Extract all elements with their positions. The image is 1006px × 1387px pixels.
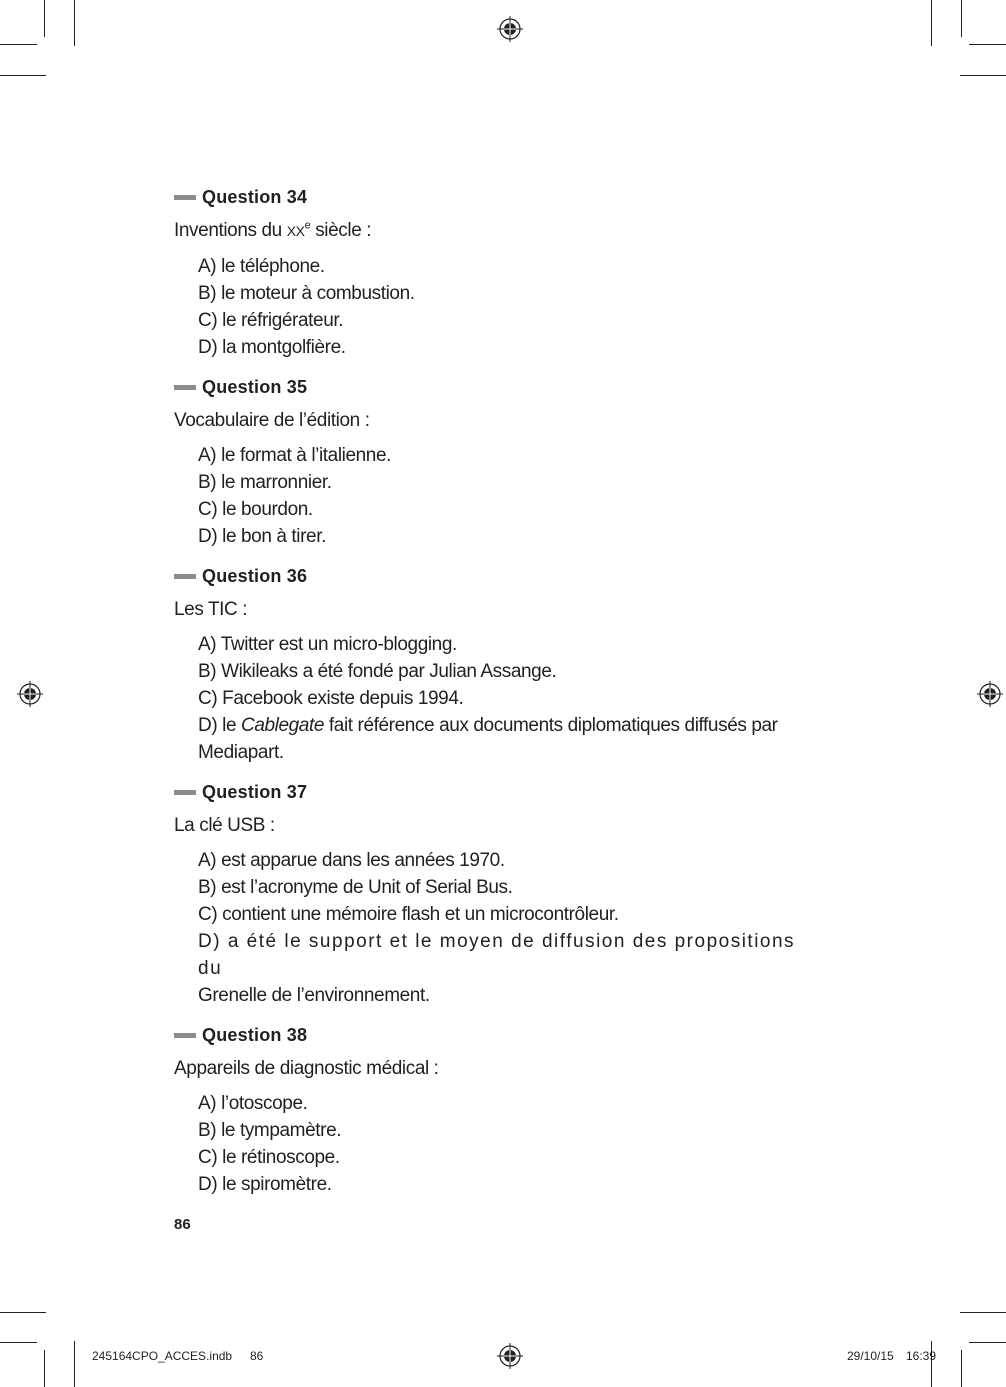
question-prompt [174, 217, 824, 245]
option-c: C) le réfrigérateur. [198, 310, 344, 331]
option-b: B) le marronnier. [198, 472, 332, 493]
question-34 [174, 186, 824, 361]
option-b: B) Wikileaks a été fondé par Julian Assange. [198, 661, 557, 682]
option-list [198, 1090, 824, 1198]
question-header [174, 186, 824, 208]
option-text: D) le [198, 715, 241, 736]
question-35 [174, 376, 824, 550]
crop-mark-bottom-right-h [960, 1312, 1006, 1313]
option-text: fait référence aux documents diplomatiques diffusés par Mediapart. [198, 715, 778, 763]
century-superscript: e [304, 219, 311, 232]
question-36 [174, 565, 824, 766]
option-c: C) Facebook existe depuis 1994. [198, 688, 464, 709]
question-header [174, 565, 824, 587]
crop-mark-bottom-left-inner-v [74, 1341, 75, 1387]
crop-mark-bottom-left-v [44, 1350, 45, 1387]
option-d: D) la montgolfière. [198, 337, 346, 358]
question-37 [174, 781, 824, 1009]
option-a: A) l’otoscope. [198, 1093, 308, 1114]
crop-mark-bottom-right-inner-v [931, 1341, 932, 1387]
question-prompt: La clé USB : [174, 815, 275, 836]
question-prompt: Vocabulaire de l’édition : [174, 410, 370, 431]
crop-mark-bottom-right-v [961, 1350, 962, 1387]
question-38 [174, 1024, 824, 1198]
footer-page: 86 [250, 1349, 264, 1363]
prompt-text: Inventions du [174, 220, 287, 241]
question-header [174, 1024, 824, 1046]
option-b: B) est l’acronyme de Unit of Serial Bus. [198, 877, 513, 898]
option-italic-term: Cablegate [241, 715, 325, 736]
footer-time: 16:39 [906, 1349, 937, 1363]
option-d: D) le bon à tirer. [198, 526, 326, 547]
option-b: B) le tympamètre. [198, 1120, 342, 1141]
registration-mark-bottom-icon [497, 1343, 523, 1369]
question-list [174, 186, 824, 1213]
option-d: D) a été le support et le moyen de diffusion des propositions du [198, 931, 796, 979]
option-c: C) le bourdon. [198, 499, 313, 520]
crop-mark-top-left-v [44, 0, 45, 37]
footer-file-name: 245164CPO_ACCES.indb [92, 1349, 233, 1363]
question-bar-icon [174, 385, 196, 390]
option-a: A) le téléphone. [198, 256, 325, 277]
crop-mark-top-right-h [969, 44, 1006, 45]
page-number: 86 [174, 1216, 191, 1233]
question-header [174, 781, 824, 803]
registration-mark-right-icon [977, 681, 1003, 707]
option-c: C) contient une mémoire flash et un microcontrôleur. [198, 904, 619, 925]
question-title: Question 35 [202, 376, 308, 397]
registration-mark-left-icon [17, 681, 43, 707]
option-list [198, 631, 824, 766]
option-list [198, 442, 824, 550]
century-numeral: XX [286, 223, 305, 239]
option-b: B) le moteur à combustion. [198, 283, 415, 304]
question-title: Question 37 [202, 781, 308, 802]
crop-mark-top-right-inner-v [931, 0, 932, 46]
question-title: Question 36 [202, 565, 308, 586]
crop-mark-top-right-v [961, 0, 962, 37]
footer-date: 29/10/15 [847, 1349, 894, 1363]
question-bar-icon [174, 1033, 196, 1038]
question-bar-icon [174, 195, 196, 200]
option-c: C) le rétinoscope. [198, 1147, 340, 1168]
question-bar-icon [174, 574, 196, 579]
prompt-text: siècle : [310, 220, 372, 241]
option-d [198, 712, 824, 766]
option-d-continuation: Grenelle de l’environnement. [198, 985, 430, 1006]
question-title: Question 38 [202, 1024, 308, 1045]
option-a: A) le format à l’italienne. [198, 445, 392, 466]
crop-mark-bottom-left-h [0, 1312, 46, 1313]
crop-mark-bottom-left-inner-h [0, 1342, 37, 1343]
crop-mark-top-right-inner-h [960, 75, 1006, 76]
option-list [198, 253, 824, 361]
registration-mark-top-icon [497, 16, 523, 42]
crop-mark-bottom-right-inner-h [969, 1342, 1006, 1343]
option-d: D) le spiromètre. [198, 1174, 332, 1195]
question-header [174, 376, 824, 398]
crop-mark-top-left-inner-v [74, 0, 75, 46]
question-prompt: Les TIC : [174, 599, 248, 620]
question-prompt: Appareils de diagnostic médical : [174, 1058, 439, 1079]
question-title: Question 34 [202, 186, 308, 207]
crop-mark-top-left-inner-h [0, 75, 46, 76]
option-a: A) est apparue dans les années 1970. [198, 850, 505, 871]
option-a: A) Twitter est un micro-blogging. [198, 634, 457, 655]
crop-mark-top-left-h [0, 44, 37, 45]
option-list [198, 847, 824, 1009]
question-bar-icon [174, 790, 196, 795]
